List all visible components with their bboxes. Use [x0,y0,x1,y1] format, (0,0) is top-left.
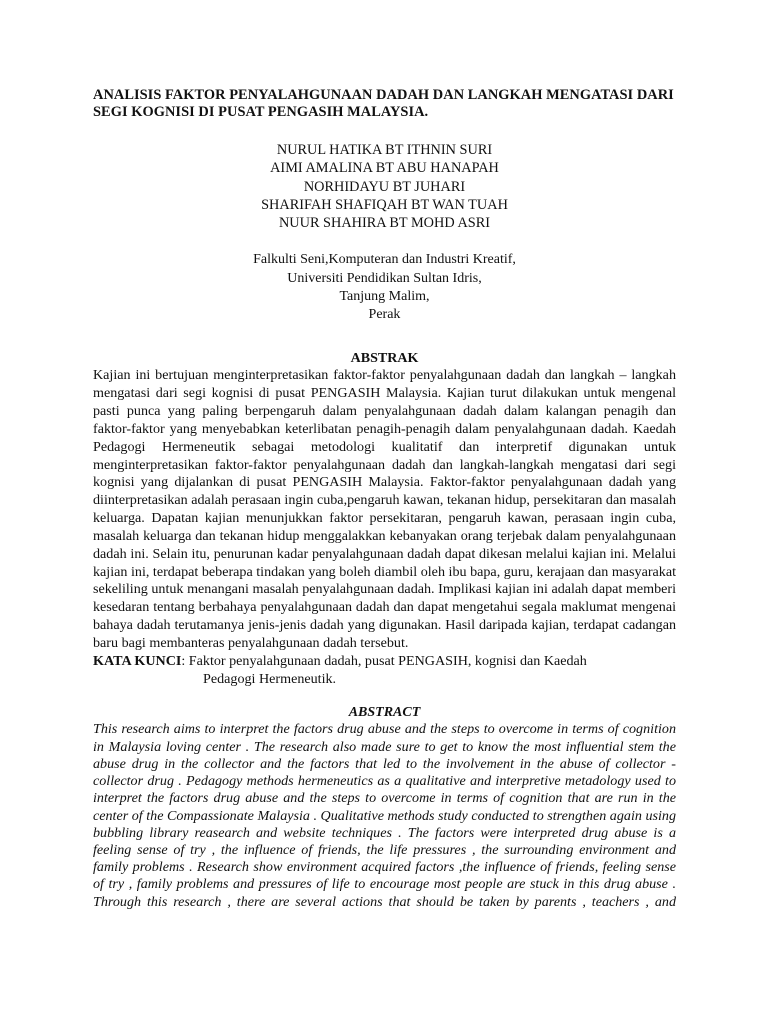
keywords-text: : Faktor penyalahgunaan dadah, pusat PENGASIH, kognisi dan Kaedah [181,652,587,669]
author-name: AIMI AMALINA BT ABU HANAPAH [270,160,499,177]
affiliation-line: Perak [368,307,401,323]
abstrak-body [93,367,676,653]
affiliation-block [93,251,676,324]
keywords-label: KATA KUNCI [93,652,182,669]
author-name: NORHIDAYU BT JUHARI [303,178,466,195]
abstract-body: This research aims to interpret the factors drug abuse and the steps to overcome in terms of cognition in Malaysia loving center . The research also made sure to get to know the most influential stem the abuse drug in the collector and the factors that led to the involvement in the abuse of collector - collector drug . Pedagogy methods hermeneutics as a qualitative and interpretive metadology used to interpret the factors drug abuse and the steps to overcome in terms of cognition that are run in the center of the Compassionate Malaysia . Qualitative methods study conducted to strengthen again using bubbling library reasearch and website techniques . The factors were interpreted drug abuse is a feeling sense of try , the influence of friends, the life pressures , the surrounding environment and family problems . Research show environment acquired factors ,the influence of friends, feeling sense of try , family problems and pressures of life to encourage most people are stuck in this drug abuse . Through this research , there are several actions that should be taken by parents , teachers , and [93,721,676,910]
abstrak-heading: ABSTRAK [350,351,419,367]
author-list [93,141,676,232]
paper-title: ANALISIS FAKTOR PENYALAHGUNAAN DADAH DAN LANGKAH MENGATASI DARI SEGI KOGNISI DI PUSAT PENGASIH MALAYSIA. [93,87,674,120]
keywords-continuation: Pedagogi Hermeneutik. [203,670,337,687]
paper-page [93,87,676,911]
abstract-heading: ABSTRACT [348,705,421,721]
keywords-line [93,653,676,671]
affiliation-line: Falkulti Seni,Komputeran dan Industri Kreatif, [253,252,516,268]
affiliation-line: Universiti Pendidikan Sultan Idris, [287,270,482,286]
affiliation-line: Tanjung Malim, [339,288,430,304]
author-name: NUUR SHAHIRA BT MOHD ASRI [278,215,491,232]
abstrak-paragraph: Kajian ini bertujuan menginterpretasikan faktor-faktor penyalahgunaan dadah dan langkah – langkah mengatasi dari segi kognisi di pusat PENGASIH Malaysia. Kajian turut dilakukan untuk mengenal pasti punca yang paling berpengaruh dalam penyalahgunaan dadah dalam kalangan penagih dan faktor-faktor yang menyebabkan keterlibatan penagih-penagih dalam penyalahgunaan dadah. Kaedah Pedagogi Hermeneutik sebagai metodologi kualitatif dan interpretif digunakan untuk menginterpretasikan faktor-faktor penyalahgunaan dadah dan langkah-langkah mengatasi dari segi kognisi yang dijalankan di pusat PENGASIH Malaysia. Faktor-faktor penyalahgunaan dadah yang diinterpretasikan adalah perasaan ingin cuba,pengaruh kawan, tekanan hidup, persekitaran dan masalah keluarga. Dapatan kajian menunjukkan faktor persekitaran, pengaruh kawan, perasaan ingin cuba, masalah keluarga dan tekanan hidup menggalakkan kebanyakan orang terjebak dalam penyalahgunaan dadah ini. Selain itu, penurunan kadar penyalahgunaan dadah dapat dikesan melalui kajian ini. Melalui kajian ini, terdapat beberapa tindakan yang boleh diambil oleh ibu bapa, guru, kerajaan dan masyarakat sekeliling untuk menangani masalah penyalahgunaan dadah. Implikasi kajian ini adalah dapat memberi kesedaran tentang berbahaya penyalahgunaan dadah dan dapat mengetahui segala maklumat mengenai bahaya dadah terutamanya jenis-jenis dadah yang digunakan. Hasil daripada kajian, terdapat cadangan baru bagi membanteras penyalahgunaan dadah tersebut. [93,367,676,651]
author-name: NURUL HATIKA BT ITHNIN SURI [276,142,493,158]
author-name: SHARIFAH SHAFIQAH BT WAN TUAH [261,196,508,213]
